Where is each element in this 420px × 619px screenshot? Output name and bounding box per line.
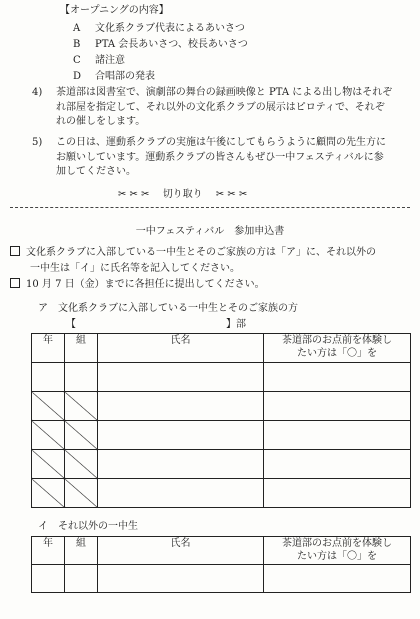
disabled-class-cell [65, 479, 98, 508]
name-header: 氏名 [98, 537, 264, 565]
opening-heading: 【オープニングの内容】 [60, 5, 169, 16]
section-a-table [31, 333, 411, 508]
year-cell[interactable] [32, 363, 65, 392]
scissors-icon: ✂ ✂ ✂ [215, 189, 248, 200]
dashed-cut-line [10, 207, 410, 208]
table-row[interactable] [32, 421, 411, 450]
name-cell[interactable] [98, 565, 264, 593]
opening-item-d: D 合唱部の発表 [73, 71, 155, 82]
tea-cell[interactable] [264, 363, 411, 392]
opening-item-c: C 諸注意 [73, 55, 125, 66]
table-row[interactable] [32, 565, 411, 593]
name-cell[interactable] [98, 450, 264, 479]
note-4: 4) 茶道部は図書室で、演劇部の舞台の録画映像と PTA による出し物はそれぞ れ部屋を指定して、それ以外の文化系クラブの展示はピロティで、それぞ れの催しをします。 [32, 87, 393, 127]
tea-cell[interactable] [264, 392, 411, 421]
instruction-2: 10 月 7 日（金）までに各担任に提出してください。 [10, 278, 265, 293]
tea-ceremony-header: 茶道部のお点前を体験し たい方は「〇」を [264, 537, 411, 565]
disabled-year-cell [32, 392, 65, 421]
section-a-title: ア 文化系クラブに入部している一中生とそのご家族の方 [38, 303, 298, 314]
disabled-class-cell [65, 421, 98, 450]
section-b-title: イ それ以外の一中生 [38, 521, 138, 532]
name-header: 氏名 [98, 334, 264, 363]
table-header-row [32, 537, 411, 565]
note-5: 5) この日は、運動系クラブの実施は午後にしてもらうように顧問の先生方に お願いしています。運動系クラブの皆さんもぜひ一中フェスティバルに参 加してください。 [32, 137, 386, 177]
class-header: 組 [65, 334, 98, 363]
class-cell[interactable] [65, 363, 98, 392]
year-cell[interactable] [32, 565, 65, 593]
name-cell[interactable] [98, 392, 264, 421]
name-cell[interactable] [98, 421, 264, 450]
tea-cell[interactable] [264, 421, 411, 450]
club-name-bracket-open: 【 [66, 319, 76, 330]
cut-here-label: ✂ ✂ ✂ 切り取り ✂ ✂ ✂ [118, 189, 248, 200]
club-name-field[interactable]: 】部 [226, 319, 246, 330]
disabled-class-cell [65, 392, 98, 421]
year-header: 年 [32, 334, 65, 363]
checkbox-icon [10, 246, 20, 256]
table-row[interactable] [32, 479, 411, 508]
table-row[interactable] [32, 363, 411, 392]
year-header: 年 [32, 537, 65, 565]
tea-cell[interactable] [264, 479, 411, 508]
disabled-year-cell [32, 421, 65, 450]
name-cell[interactable] [98, 479, 264, 508]
class-cell[interactable] [65, 565, 98, 593]
disabled-year-cell [32, 479, 65, 508]
table-row[interactable] [32, 392, 411, 421]
form-title: 一中フェスティバル 参加申込書 [135, 226, 285, 237]
opening-item-b: B PTA 会長あいさつ、校長あいさつ [73, 39, 248, 50]
checkbox-icon [10, 278, 20, 288]
table-row[interactable] [32, 450, 411, 479]
scissors-icon: ✂ ✂ ✂ [118, 189, 150, 200]
disabled-class-cell [65, 450, 98, 479]
table-header-row [32, 334, 411, 363]
instruction-1-cont: 一中生は「イ」に氏名等を記入してください。 [30, 263, 240, 274]
section-b-table [31, 536, 411, 593]
tea-cell[interactable] [264, 450, 411, 479]
class-header: 組 [65, 537, 98, 565]
disabled-year-cell [32, 450, 65, 479]
tea-ceremony-header: 茶道部のお点前を体験し たい方は「〇」を [264, 334, 411, 363]
name-cell[interactable] [98, 363, 264, 392]
tea-cell[interactable] [264, 565, 411, 593]
instruction-1: 文化系クラブに入部している一中生とそのご家族の方は「ア」に、それ以外の [10, 246, 376, 261]
opening-item-a: A 文化系クラブ代表によるあいさつ [73, 23, 245, 34]
